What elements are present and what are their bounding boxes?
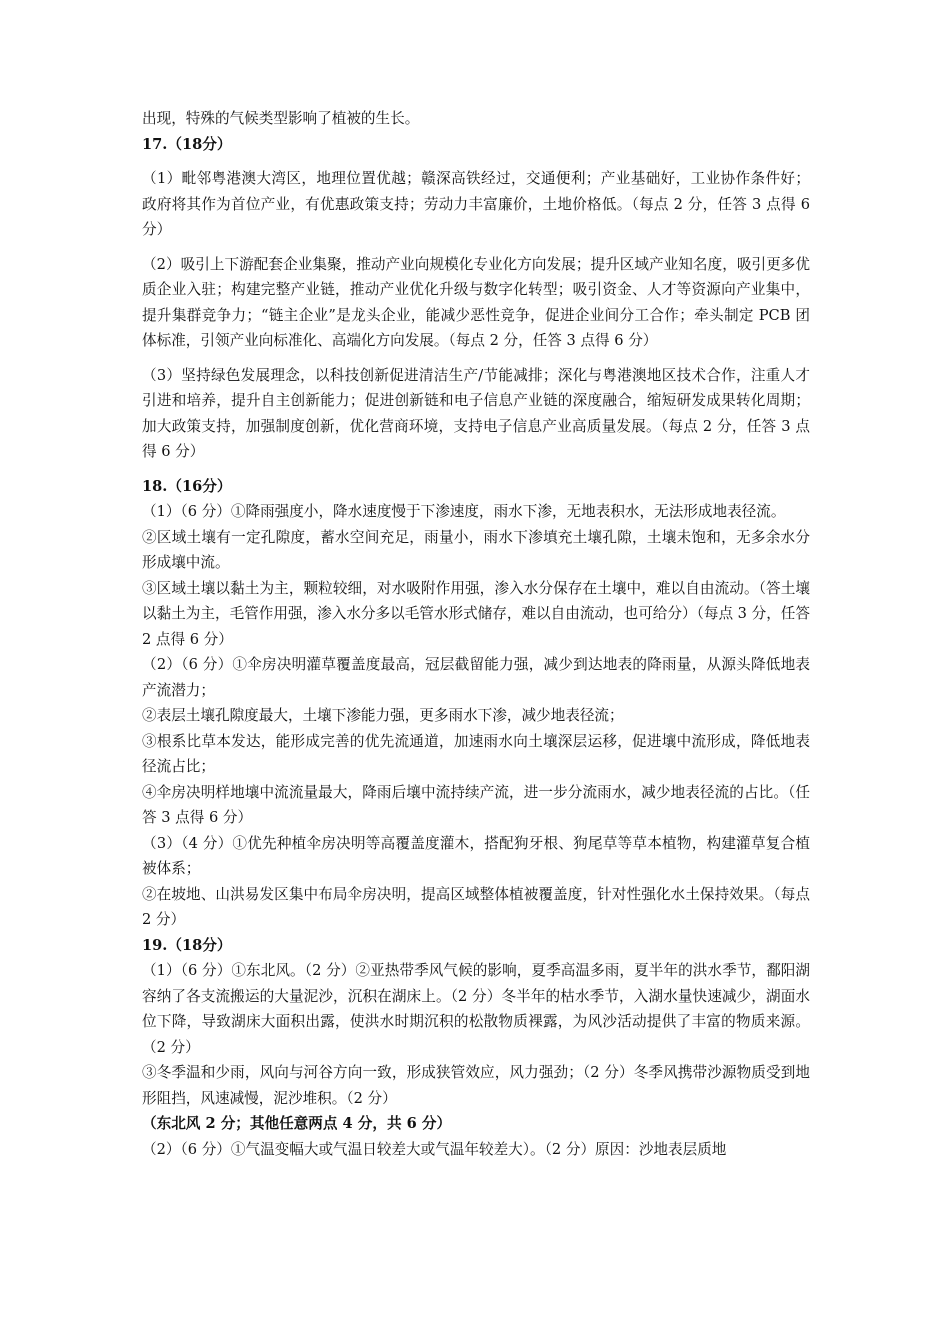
answer-18-1c: ③区域土壤以黏土为主，颗粒较细，对水吸附作用强，渗入水分保存在土壤中，难以自由流动。（答土壤以黏土为主，毛管作用强，渗入水分多以毛管水形式储存，难以自由流动，也可给分）（每点 3 分，任答 2 点得 6 分） (142, 579, 810, 648)
text-line: 出现，特殊的气候类型影响了植被的生长。 (142, 110, 420, 127)
answer-17-2: （2）吸引上下游配套企业集聚，推动产业向规模化专业化方向发展；提升区域产业知名度，吸引更多优质企业入驻；构建完整产业链，推动产业优化升级与数字化转型；吸引资金、人才等资源向产业集中，提升集群竞争力；“链主企业”是龙头企业，能减少恶性竞争，促进企业间分工合作；牵头制定 PCB 团体标准，引领产业向标准化、高端化方向发展。（每点 2 分，任答 3 点得 6 分） (142, 255, 810, 349)
answer-19-2: （2）（6 分）①气温变幅大或气温日较差大或气温年较差大）。（2 分）原因：沙地表层质地 (142, 1140, 727, 1158)
question-18-heading: 18.（16分） (142, 477, 232, 495)
answer-18-2a: （2）（6 分）①伞房决明灌草覆盖度最高，冠层截留能力强，减少到达地表的降雨量，从源头降低地表产流潜力； (142, 656, 810, 699)
answer-17-3: （3）坚持绿色发展理念，以科技创新促进清洁生产/节能减排；深化与粤港澳地区技术合作，注重人才引进和培养，提升自主创新能力；促进创新链和电子信息产业链的深度融合，缩短研发成果转化周期；加大政策支持，加强制度创新，优化营商环境，支持电子信息产业高质量发展。（每点 2 分，任答 3 点得 6 分） (142, 366, 810, 460)
question-19-heading: 19.（18分） (142, 936, 232, 954)
answer-18-2d: ④伞房决明样地壤中流流量最大，降雨后壤中流持续产流，进一步分流雨水，减少地表径流的占比。（任答 3 点得 6 分） (142, 783, 810, 826)
answer-19-1a: （1）（6 分）①东北风。（2 分）②亚热带季风气候的影响，夏季高温多雨，夏半年的洪水季节，鄱阳湖容纳了各支流搬运的大量泥沙，沉积在湖床上。（2 分）冬半年的枯水季节，入湖水量快速减少，湖面水位下降，导致湖床大面积出露，使洪水时期沉积的松散物质裸露，为风沙活动提供了丰富的物质来源。（2 分） (142, 962, 810, 1056)
answer-18-1b: ②区域土壤有一定孔隙度，蓄水空间充足，雨量小，雨水下渗填充土壤孔隙，土壤未饱和，无多余水分形成壤中流。 (142, 528, 810, 571)
answer-18-3b: ②在坡地、山洪易发区集中布局伞房决明，提高区域整体植被覆盖度，针对性强化水土保持效果。（每点 2 分） (142, 885, 810, 928)
question-17-heading: 17.（18分） (142, 135, 232, 153)
answer-19-1-scoring: （东北风 2 分；其他任意两点 4 分，共 6 分） (142, 1115, 452, 1132)
answer-17-1: （1）毗邻粤港澳大湾区，地理位置优越；赣深高铁经过，交通便利；产业基础好，工业协作条件好； 政府将其作为首位产业，有优惠政策支持；劳动力丰富廉价，土地价格低。（每点 2 分，任答 3 点得 6 分） (142, 170, 810, 238)
answer-18-2c: ③根系比草本发达，能形成完善的优先流通道，加速雨水向土壤深层运移，促进壤中流形成，降低地表径流占比； (142, 732, 810, 775)
answer-key-page (142, 106, 810, 1162)
answer-18-2b: ②表层土壤孔隙度最大，土壤下渗能力强，更多雨水下渗，减少地表径流； (142, 707, 624, 724)
answer-18-1a: （1）（6 分）①降雨强度小，降水速度慢于下渗速度，雨水下渗，无地表积水，无法形成地表径流。 (142, 503, 786, 520)
answer-19-1b: ③冬季温和少雨，风向与河谷方向一致，形成狭管效应，风力强劲；（2 分）冬季风携带沙源物质受到地形阻挡，风速减慢，泥沙堆积。（2 分） (142, 1064, 810, 1107)
answer-18-3a: （3）（4 分）①优先种植伞房决明等高覆盖度灌木，搭配狗牙根、狗尾草等草本植物，构建灌草复合植被体系； (142, 834, 810, 877)
